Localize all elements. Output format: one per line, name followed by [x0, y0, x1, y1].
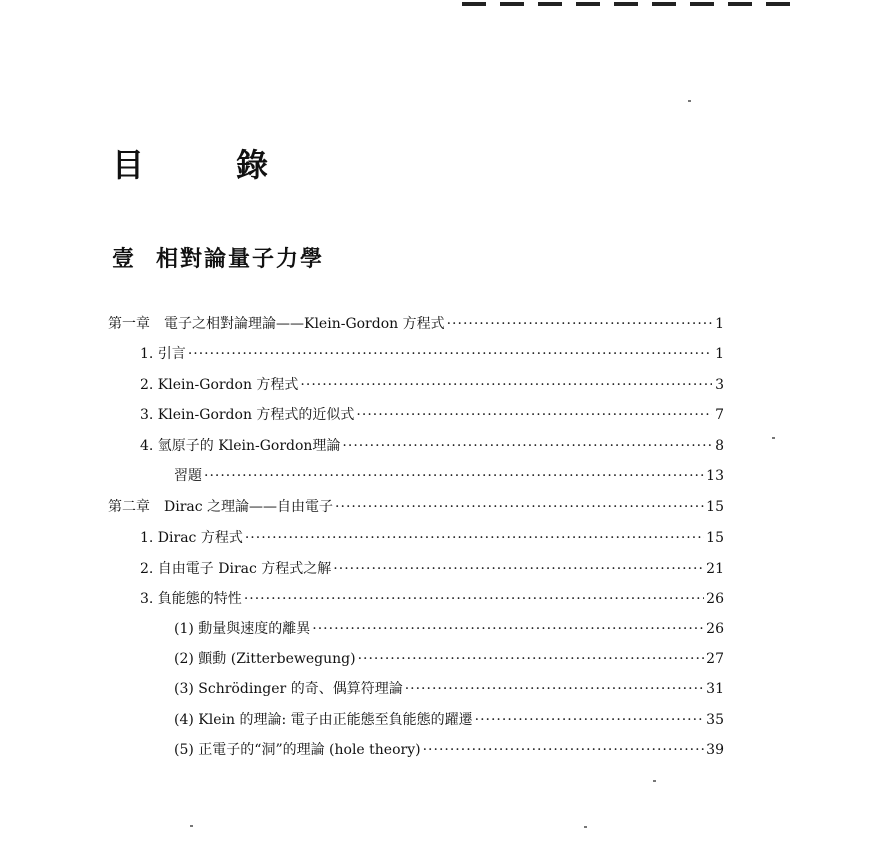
- toc-entry-label: 2. Klein-Gordon 方程式: [140, 377, 299, 393]
- toc-entry: [108, 375, 724, 395]
- toc-entry-label: (5) 正電子的“洞”的理論 (hole theory): [174, 742, 421, 758]
- leader-dots: [475, 710, 705, 730]
- leader-dots: [405, 679, 704, 699]
- leader-dots: [423, 740, 705, 760]
- toc-entry-label: 1. Dirac 方程式: [140, 530, 243, 546]
- toc-entry: [108, 589, 724, 609]
- leader-dots: [342, 436, 712, 456]
- toc-entry-page: 15: [706, 530, 724, 546]
- leader-dots: [245, 528, 704, 548]
- toc-entry-page: 35: [706, 712, 724, 728]
- leader-dots: [300, 375, 712, 395]
- toc-entry-label: (3) Schrödinger 的奇、偶算符理論: [174, 681, 403, 697]
- part-number: 壹: [112, 247, 135, 272]
- leader-dots: [188, 344, 712, 364]
- toc-entry: [108, 559, 724, 579]
- toc-entry: [108, 436, 724, 456]
- leader-dots: [244, 589, 704, 609]
- part-heading: [112, 242, 324, 273]
- toc-entry-label: 習題: [174, 468, 202, 484]
- scan-speck: [772, 437, 775, 439]
- toc-entry-label: 第二章 Dirac 之理論——自由電子: [108, 499, 334, 515]
- toc-entry-page: 26: [706, 591, 724, 607]
- leader-dots: [312, 619, 704, 639]
- toc-entry-page: 15: [706, 499, 724, 515]
- toc-entry-page: 27: [706, 651, 724, 667]
- leader-dots: [333, 559, 704, 579]
- toc-entry-label: 第一章 電子之相對論理論——Klein-Gordon 方程式: [108, 316, 445, 332]
- toc-entry-page: 7: [715, 407, 724, 423]
- toc-entry: [108, 466, 724, 486]
- toc-entry: [108, 649, 724, 669]
- toc-entry: [108, 619, 724, 639]
- leader-dots: [358, 649, 705, 669]
- leader-dots: [335, 497, 704, 517]
- toc-entry-page: 3: [715, 377, 724, 393]
- toc-entry: [108, 314, 724, 334]
- toc-entry-label: (2) 顫動 (Zitterbewegung): [174, 651, 356, 667]
- leader-dots: [447, 314, 712, 334]
- part-title: 相對論量子力學: [156, 247, 325, 272]
- toc-entry: [108, 740, 724, 760]
- toc-entry-label: 4. 氫原子的 Klein-Gordon理論: [140, 438, 341, 454]
- toc-entry: [108, 344, 724, 364]
- page-title: 目 錄: [112, 146, 299, 184]
- toc-entry-label: 1. 引言: [140, 346, 186, 362]
- toc-entry-label: 3. 負能態的特性: [140, 591, 242, 607]
- toc-entry-label: (4) Klein 的理論: 電子由正能態至負能態的躍遷: [174, 712, 473, 728]
- scan-speck: [190, 825, 193, 827]
- scan-speck: [584, 826, 587, 828]
- top-edge-marks: [462, 0, 832, 10]
- toc-entry-page: 39: [706, 742, 724, 758]
- toc-entry-page: 8: [715, 438, 724, 454]
- scan-speck: [688, 100, 691, 102]
- toc-entry-page: 21: [706, 561, 724, 577]
- toc-entry-label: 2. 自由電子 Dirac 方程式之解: [140, 561, 332, 577]
- toc-entry-page: 13: [706, 468, 724, 484]
- toc-entry: [108, 528, 724, 548]
- toc-entry-page: 1: [715, 346, 724, 362]
- leader-dots: [356, 405, 712, 425]
- leader-dots: [204, 466, 704, 486]
- toc-entry: [108, 405, 724, 425]
- toc-entry-label: (1) 動量與速度的離異: [174, 621, 311, 637]
- toc-entry-label: 3. Klein-Gordon 方程式的近似式: [140, 407, 355, 423]
- toc-entry-page: 31: [706, 681, 724, 697]
- toc-entry: [108, 679, 724, 699]
- toc-entry-page: 26: [706, 621, 724, 637]
- toc-entry: [108, 710, 724, 730]
- toc-entry-page: 1: [715, 316, 724, 332]
- toc-entry: [108, 497, 724, 517]
- scan-speck: [653, 780, 656, 782]
